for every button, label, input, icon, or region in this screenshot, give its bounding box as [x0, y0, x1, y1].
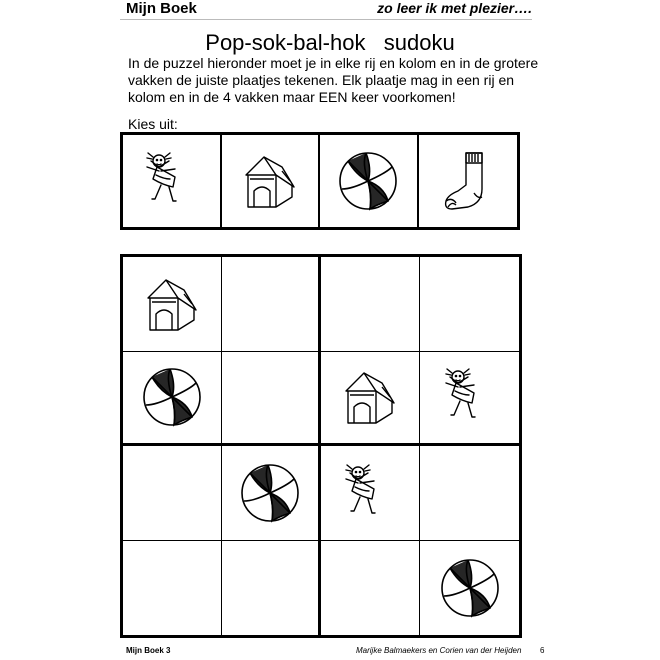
grid-cell-r3-c4[interactable]	[420, 446, 519, 541]
book-title: Mijn Boek	[126, 0, 197, 17]
grid-cell-r4-c3[interactable]	[321, 541, 420, 636]
sock-icon	[432, 145, 504, 217]
ball-icon	[332, 145, 404, 217]
grid-cell-r3-c2	[222, 446, 321, 541]
grid-cell-r4-c4	[420, 541, 519, 636]
choice-cell-4	[419, 135, 518, 227]
choice-cell-1	[123, 135, 222, 227]
doghouse-icon	[234, 145, 306, 217]
book-slogan: zo leer ik met plezier….	[377, 0, 532, 16]
footer-authors: Marijke Balmaekers en Corien van der Heijden	[356, 646, 522, 655]
doll-icon	[434, 361, 506, 433]
instructions-text: In de puzzel hieronder moet je in elke rij en kolom en in de grotere vakken de juiste plaatjes tekenen. Elk plaatje mag in een rij en kolom en in de 4 vakken maar EEN keer voorkomen!	[128, 55, 539, 105]
grid-cell-r2-c2[interactable]	[222, 352, 321, 447]
doll-icon	[334, 457, 406, 529]
doghouse-icon	[136, 268, 208, 340]
page-number: 6	[540, 646, 545, 655]
choice-cell-2	[222, 135, 321, 227]
grid-cell-r2-c3	[321, 352, 420, 447]
choice-row	[120, 132, 520, 230]
ball-icon	[136, 361, 208, 433]
doll-icon	[135, 145, 207, 217]
ball-icon	[434, 552, 506, 624]
grid-cell-r3-c3	[321, 446, 420, 541]
header-divider	[120, 19, 532, 20]
grid-cell-r1-c3[interactable]	[321, 257, 420, 352]
footer-book: Mijn Boek 3	[126, 646, 171, 655]
grid-cell-r1-c4[interactable]	[420, 257, 519, 352]
grid-cell-r4-c2[interactable]	[222, 541, 321, 636]
grid-cell-r2-c4	[420, 352, 519, 447]
grid-cell-r2-c1	[123, 352, 222, 447]
grid-cell-r1-c2[interactable]	[222, 257, 321, 352]
sudoku-grid	[120, 254, 522, 638]
ball-icon	[234, 457, 306, 529]
choose-label: Kies uit:	[128, 116, 178, 132]
page-title: Pop-sok-bal-hok sudoku	[205, 30, 455, 55]
choice-cell-3	[320, 135, 419, 227]
grid-cell-r3-c1[interactable]	[123, 446, 222, 541]
doghouse-icon	[334, 361, 406, 433]
grid-cell-r4-c1[interactable]	[123, 541, 222, 636]
grid-cell-r1-c1	[123, 257, 222, 352]
